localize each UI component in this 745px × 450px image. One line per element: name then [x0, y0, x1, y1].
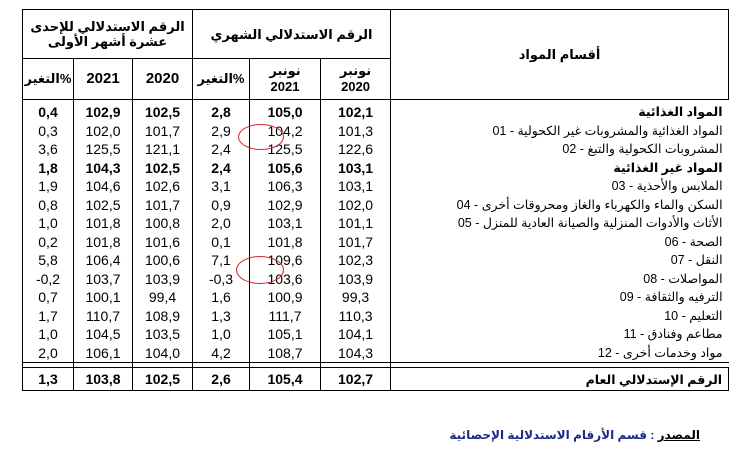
cell-monthly-nov-2020: 103,1	[321, 159, 391, 178]
cell-ytd-2020: 100,8	[133, 214, 193, 233]
cell-monthly-change: 2,9	[193, 122, 250, 141]
cell-monthly-change: 1,3	[193, 307, 250, 326]
row-label: 12 - مواد وخدمات أخرى	[391, 344, 729, 363]
table-row	[23, 288, 729, 307]
total-row	[23, 368, 729, 391]
table-row	[23, 307, 729, 326]
table-row	[23, 140, 729, 159]
cell-ytd-change: 1,9	[23, 177, 74, 196]
cell-monthly-nov-2020: 103,1	[321, 177, 391, 196]
cell-ytd-change: 0,2	[23, 233, 74, 252]
cell-monthly-change: 0,9	[193, 196, 250, 215]
total-monthly-change: 2,6	[193, 368, 250, 391]
header-ytd-group: الرقم الاستدلالي للإحدى عشرة أشهر الأولى	[23, 10, 193, 59]
cell-ytd-2021: 110,7	[74, 307, 133, 326]
cell-monthly-nov-2021: 125,5	[250, 140, 321, 159]
row-label: 10 - التعليم	[391, 307, 729, 326]
cell-ytd-2021: 102,0	[74, 122, 133, 141]
row-label: 02 - المشروبات الكحولية والتبغ	[391, 140, 729, 159]
cell-ytd-change: 3,6	[23, 140, 74, 159]
table-row	[23, 344, 729, 363]
cell-ytd-2020: 103,5	[133, 325, 193, 344]
cell-monthly-nov-2021: 105,1	[250, 325, 321, 344]
cell-ytd-change: 0,3	[23, 122, 74, 141]
cell-monthly-nov-2021: 105,6	[250, 159, 321, 178]
header-ytd-2020: 2020	[133, 59, 193, 100]
row-label: 04 - السكن والماء والكهرباء والغاز ومحروقات أخرى	[391, 196, 729, 215]
header-categories: أقسام المواد	[391, 10, 729, 100]
cell-ytd-2021: 102,5	[74, 196, 133, 215]
cell-ytd-change: 1,8	[23, 159, 74, 178]
cell-ytd-change: 2,0	[23, 344, 74, 363]
cell-ytd-2021: 104,5	[74, 325, 133, 344]
cpi-table	[22, 9, 729, 391]
cell-ytd-2021: 106,1	[74, 344, 133, 363]
cell-monthly-nov-2020: 102,3	[321, 251, 391, 270]
cell-ytd-2021: 102,9	[74, 100, 133, 122]
table-row	[23, 122, 729, 141]
cell-ytd-2020: 104,0	[133, 344, 193, 363]
cell-ytd-2021: 104,3	[74, 159, 133, 178]
source-separator: :	[647, 428, 658, 442]
cell-ytd-2021: 100,1	[74, 288, 133, 307]
cell-monthly-nov-2021: 104,2	[250, 122, 321, 141]
header-ytd-2021: 2021	[74, 59, 133, 100]
cell-ytd-2021: 125,5	[74, 140, 133, 159]
cell-monthly-change: 0,1	[193, 233, 250, 252]
cell-monthly-nov-2020: 103,9	[321, 270, 391, 289]
cell-monthly-change: 2,4	[193, 140, 250, 159]
table-body	[23, 100, 729, 363]
header-monthly-group: الرقم الاستدلالي الشهري	[193, 10, 391, 59]
table-row	[23, 251, 729, 270]
cell-ytd-change: 0,7	[23, 288, 74, 307]
header-monthly-change: التغير%	[193, 59, 250, 100]
cell-ytd-2020: 99,4	[133, 288, 193, 307]
row-label: 08 - المواصلات	[391, 270, 729, 289]
total-label: الرقم الإستدلالي العام	[391, 368, 729, 391]
header-ytd-change: التغير%	[23, 59, 74, 100]
cell-monthly-nov-2020: 101,3	[321, 122, 391, 141]
cell-ytd-2021: 104,6	[74, 177, 133, 196]
total-monthly-nov-2021: 105,4	[250, 368, 321, 391]
total-ytd-2020: 102,5	[133, 368, 193, 391]
header-monthly-nov-2021: نونبر 2021	[250, 59, 321, 100]
cell-ytd-2020: 102,5	[133, 100, 193, 122]
cell-monthly-nov-2021: 102,9	[250, 196, 321, 215]
cell-ytd-2021: 101,8	[74, 214, 133, 233]
cell-ytd-change: -0,2	[23, 270, 74, 289]
cell-monthly-nov-2020: 122,6	[321, 140, 391, 159]
total-monthly-nov-2020: 102,7	[321, 368, 391, 391]
cell-ytd-2021: 106,4	[74, 251, 133, 270]
table-row	[23, 100, 729, 122]
table-row	[23, 233, 729, 252]
cell-monthly-nov-2021: 103,6	[250, 270, 321, 289]
cell-monthly-nov-2020: 101,7	[321, 233, 391, 252]
cell-monthly-change: 1,6	[193, 288, 250, 307]
row-label: المواد غير الغذائية	[391, 159, 729, 178]
source-note	[449, 428, 700, 442]
cell-ytd-change: 1,0	[23, 214, 74, 233]
cell-monthly-nov-2021: 111,7	[250, 307, 321, 326]
cell-monthly-nov-2021: 109,6	[250, 251, 321, 270]
cell-monthly-nov-2020: 102,1	[321, 100, 391, 122]
cell-ytd-2021: 103,7	[74, 270, 133, 289]
row-label: 06 - الصحة	[391, 233, 729, 252]
cell-monthly-change: 7,1	[193, 251, 250, 270]
cell-ytd-2020: 102,5	[133, 159, 193, 178]
cell-monthly-change: 1,0	[193, 325, 250, 344]
row-label: 01 - المواد الغذائية والمشروبات غير الكحولية	[391, 122, 729, 141]
row-label: 11 - مطاعم وفنادق	[391, 325, 729, 344]
cell-monthly-nov-2020: 99,3	[321, 288, 391, 307]
total-ytd-2021: 103,8	[74, 368, 133, 391]
cell-ytd-2020: 101,7	[133, 122, 193, 141]
cell-ytd-change: 1,7	[23, 307, 74, 326]
cell-ytd-2020: 103,9	[133, 270, 193, 289]
header-monthly-nov-2020: نونبر 2020	[321, 59, 391, 100]
table-row	[23, 177, 729, 196]
cell-ytd-change: 0,4	[23, 100, 74, 122]
cell-monthly-nov-2021: 101,8	[250, 233, 321, 252]
cell-monthly-change: 2,0	[193, 214, 250, 233]
cell-monthly-nov-2020: 104,1	[321, 325, 391, 344]
cell-ytd-2020: 100,6	[133, 251, 193, 270]
total-ytd-change: 1,3	[23, 368, 74, 391]
table-row	[23, 270, 729, 289]
cell-monthly-nov-2020: 101,1	[321, 214, 391, 233]
cell-monthly-nov-2021: 106,3	[250, 177, 321, 196]
cell-ytd-change: 1,0	[23, 325, 74, 344]
cell-monthly-change: 3,1	[193, 177, 250, 196]
source-text: قسم الأرقام الاستدلالية الإحصائية	[449, 428, 647, 442]
row-label: المواد الغذائية	[391, 100, 729, 122]
cell-monthly-nov-2020: 102,0	[321, 196, 391, 215]
cell-monthly-nov-2021: 108,7	[250, 344, 321, 363]
cell-monthly-change: 2,8	[193, 100, 250, 122]
cell-monthly-nov-2021: 105,0	[250, 100, 321, 122]
cell-monthly-nov-2021: 100,9	[250, 288, 321, 307]
cell-ytd-change: 5,8	[23, 251, 74, 270]
table-row	[23, 196, 729, 215]
cell-monthly-nov-2021: 103,1	[250, 214, 321, 233]
row-label: 03 - الملابس والأحذية	[391, 177, 729, 196]
row-label: 05 - الأثاث والأدوات المنزلية والصيانة العادية للمنزل	[391, 214, 729, 233]
cell-ytd-2021: 101,8	[74, 233, 133, 252]
cell-ytd-2020: 101,7	[133, 196, 193, 215]
table-row	[23, 214, 729, 233]
cell-ytd-2020: 101,6	[133, 233, 193, 252]
cell-ytd-change: 0,8	[23, 196, 74, 215]
cell-monthly-nov-2020: 110,3	[321, 307, 391, 326]
row-label: 07 - النقل	[391, 251, 729, 270]
table-row	[23, 325, 729, 344]
source-label: المصدر	[657, 428, 700, 442]
cell-monthly-change: -0,3	[193, 270, 250, 289]
cell-monthly-change: 2,4	[193, 159, 250, 178]
cell-ytd-2020: 102,6	[133, 177, 193, 196]
cpi-table-container	[22, 9, 728, 391]
cell-ytd-2020: 121,1	[133, 140, 193, 159]
table-row	[23, 159, 729, 178]
row-label: 09 - الترفيه والثقافة	[391, 288, 729, 307]
cell-monthly-nov-2020: 104,3	[321, 344, 391, 363]
cell-monthly-change: 4,2	[193, 344, 250, 363]
cell-ytd-2020: 108,9	[133, 307, 193, 326]
